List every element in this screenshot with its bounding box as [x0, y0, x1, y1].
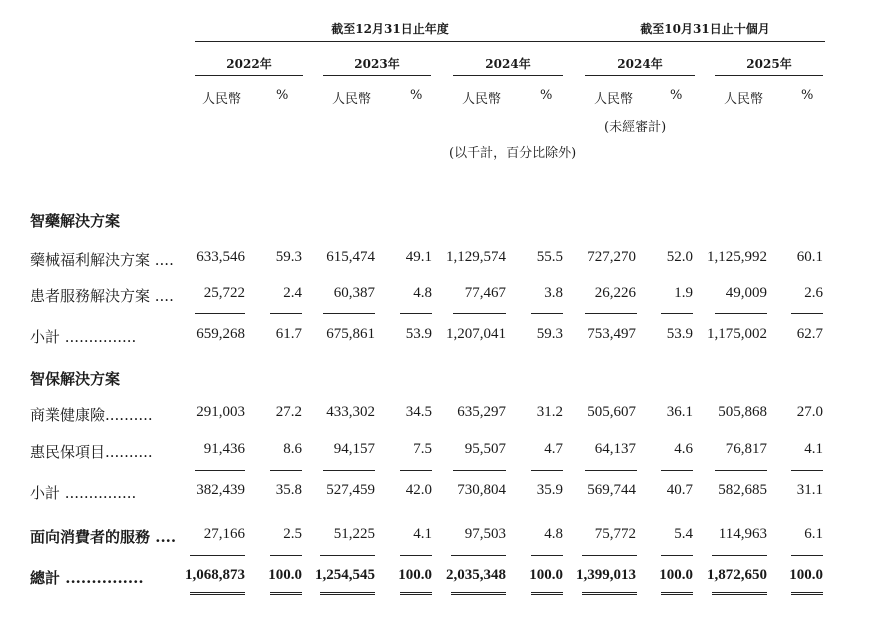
cell-value: 727,270 — [587, 249, 636, 265]
unit-note: (以千計，百分比除外) — [449, 146, 577, 161]
double-rule — [270, 592, 302, 595]
double-rule — [712, 592, 767, 595]
cell-value: 95,507 — [464, 441, 506, 457]
section-smart-insurance: 智保解決方案 — [30, 370, 121, 388]
group-header-fiscal-years: 截至12月31日止年度 — [331, 22, 449, 36]
cell-value: 582,685 — [718, 482, 767, 498]
cell-pct: 59.3 — [536, 326, 563, 342]
cell-pct: 53.9 — [666, 326, 693, 342]
double-rule — [400, 592, 432, 595]
cell-pct: 31.2 — [536, 404, 563, 420]
cell-value: 659,268 — [196, 326, 245, 342]
cell-value: 505,607 — [587, 404, 636, 420]
total-value: 1,399,013 — [576, 567, 636, 583]
cell-value: 94,157 — [333, 441, 375, 457]
sum-rule — [661, 470, 693, 471]
pct-header: % — [276, 88, 289, 103]
cell-value: 635,297 — [457, 404, 506, 420]
cell-value: 27,166 — [203, 526, 245, 542]
cell-pct: 7.5 — [413, 441, 432, 457]
pct-header: % — [801, 88, 814, 103]
sum-rule — [270, 313, 302, 314]
sum-rule — [791, 313, 823, 314]
cell-pct: 42.0 — [405, 482, 432, 498]
double-rule — [582, 592, 637, 595]
cell-pct: 49.1 — [405, 249, 432, 265]
cell-pct: 40.7 — [666, 482, 693, 498]
cell-pct: 59.3 — [275, 249, 302, 265]
double-rule — [320, 592, 375, 595]
sum-rule — [712, 555, 767, 556]
sum-rule — [791, 555, 823, 556]
row-label-huiminbao: 惠民保項目.......... — [30, 443, 153, 461]
double-rule — [190, 592, 245, 595]
cell-value: 60,387 — [333, 285, 375, 301]
total-pct: 100.0 — [659, 567, 693, 583]
double-rule — [791, 592, 823, 595]
sum-rule — [715, 470, 767, 471]
cell-pct: 61.7 — [275, 326, 302, 342]
cell-pct: 36.1 — [666, 404, 693, 420]
rmb-header: 人民幣 — [724, 92, 764, 107]
cell-pct: 55.5 — [536, 249, 563, 265]
group-header-ten-months: 截至10月31日止十個月 — [640, 22, 770, 36]
total-pct: 100.0 — [268, 567, 302, 583]
pct-header: % — [410, 88, 423, 103]
year-header-2024: 2024年 — [485, 57, 531, 71]
cell-value: 730,804 — [457, 482, 506, 498]
double-rule — [531, 592, 563, 595]
cell-pct: 31.1 — [796, 482, 823, 498]
sum-rule — [531, 555, 563, 556]
cell-pct: 4.6 — [674, 441, 693, 457]
row-label-patient-service: 患者服務解決方案 .... — [30, 287, 174, 305]
year-rule-2022 — [195, 75, 303, 76]
cell-value: 675,861 — [326, 326, 375, 342]
double-rule — [661, 592, 693, 595]
total-pct: 100.0 — [529, 567, 563, 583]
year-header-2023: 2023年 — [354, 57, 400, 71]
cell-pct: 2.6 — [804, 285, 823, 301]
pct-header: % — [670, 88, 683, 103]
cell-value: 76,817 — [725, 441, 767, 457]
sum-rule — [195, 313, 245, 314]
sum-rule — [453, 470, 506, 471]
sum-rule — [531, 470, 563, 471]
sum-rule — [323, 313, 375, 314]
total-value: 2,035,348 — [446, 567, 506, 583]
sum-rule — [661, 313, 693, 314]
sum-rule — [195, 470, 245, 471]
cell-pct: 52.0 — [666, 249, 693, 265]
cell-pct: 27.0 — [796, 404, 823, 420]
cell-pct: 62.7 — [796, 326, 823, 342]
sum-rule — [320, 555, 375, 556]
cell-pct: 35.9 — [536, 482, 563, 498]
cell-pct: 4.7 — [544, 441, 563, 457]
year-rule-2023 — [323, 75, 431, 76]
row-label-subtotal-pharma: 小計 ............... — [30, 328, 137, 346]
cell-value: 49,009 — [725, 285, 767, 301]
cell-pct: 35.8 — [275, 482, 302, 498]
sum-rule — [451, 555, 506, 556]
row-label-commercial-health: 商業健康險.......... — [30, 406, 153, 424]
row-label-drug-benefit: 藥械福利解決方案 .... — [30, 251, 174, 269]
cell-value: 1,129,574 — [446, 249, 506, 265]
cell-pct: 4.1 — [804, 441, 823, 457]
cell-value: 77,467 — [464, 285, 506, 301]
total-pct: 100.0 — [398, 567, 432, 583]
total-value: 1,068,873 — [185, 567, 245, 583]
sum-rule — [661, 555, 693, 556]
cell-pct: 53.9 — [405, 326, 432, 342]
group-rule-1 — [195, 41, 585, 42]
cell-value: 615,474 — [326, 249, 375, 265]
cell-value: 91,436 — [203, 441, 245, 457]
double-rule — [451, 592, 506, 595]
cell-pct: 6.1 — [804, 526, 823, 542]
sum-rule — [531, 313, 563, 314]
total-value: 1,254,545 — [315, 567, 375, 583]
cell-value: 64,137 — [594, 441, 636, 457]
pct-header: % — [540, 88, 553, 103]
sum-rule — [190, 555, 245, 556]
sum-rule — [791, 470, 823, 471]
year-rule-2024 — [453, 75, 563, 76]
cell-value: 75,772 — [594, 526, 636, 542]
cell-pct: 5.4 — [674, 526, 693, 542]
cell-value: 291,003 — [196, 404, 245, 420]
sum-rule — [585, 313, 637, 314]
cell-value: 382,439 — [196, 482, 245, 498]
cell-pct: 4.8 — [413, 285, 432, 301]
cell-pct: 2.5 — [283, 526, 302, 542]
sum-rule — [400, 470, 432, 471]
cell-pct: 1.9 — [674, 285, 693, 301]
cell-pct: 34.5 — [405, 404, 432, 420]
row-label-subtotal-insurance: 小計 ............... — [30, 484, 137, 502]
sum-rule — [715, 313, 767, 314]
group-rule-2 — [585, 41, 825, 42]
cell-value: 1,175,002 — [707, 326, 767, 342]
rmb-header: 人民幣 — [332, 92, 372, 107]
cell-value: 753,497 — [587, 326, 636, 342]
cell-pct: 27.2 — [275, 404, 302, 420]
year-rule-2024b — [585, 75, 695, 76]
section-smart-pharma: 智藥解決方案 — [30, 212, 121, 230]
total-pct: 100.0 — [789, 567, 823, 583]
cell-value: 569,744 — [587, 482, 636, 498]
sum-rule — [323, 470, 375, 471]
cell-value: 51,225 — [333, 526, 375, 542]
sum-rule — [582, 555, 637, 556]
cell-value: 25,722 — [203, 285, 245, 301]
rmb-header: 人民幣 — [462, 92, 502, 107]
cell-value: 527,459 — [326, 482, 375, 498]
cell-value: 1,125,992 — [707, 249, 767, 265]
year-rule-2025 — [715, 75, 823, 76]
year-header-2022: 2022年 — [226, 57, 272, 71]
cell-pct: 3.8 — [544, 285, 563, 301]
sum-rule — [400, 313, 432, 314]
sum-rule — [585, 470, 637, 471]
cell-value: 505,868 — [718, 404, 767, 420]
cell-pct: 4.8 — [544, 526, 563, 542]
cell-value: 26,226 — [594, 285, 636, 301]
cell-pct: 8.6 — [283, 441, 302, 457]
sum-rule — [270, 470, 302, 471]
row-label-consumer-services: 面向消費者的服務 .... — [30, 528, 177, 546]
row-label-total: 總計 ............... — [30, 569, 144, 587]
year-header-2025: 2025年 — [746, 57, 792, 71]
cell-value: 1,207,041 — [446, 326, 506, 342]
cell-pct: 4.1 — [413, 526, 432, 542]
cell-pct: 2.4 — [283, 285, 302, 301]
rmb-header: 人民幣 — [202, 92, 242, 107]
year-header-2024-ten-months: 2024年 — [617, 57, 663, 71]
cell-value: 433,302 — [326, 404, 375, 420]
sum-rule — [270, 555, 302, 556]
rmb-header: 人民幣 — [594, 92, 634, 107]
unaudited-note: (未經審計) — [604, 120, 667, 135]
cell-value: 97,503 — [464, 526, 506, 542]
cell-value: 633,546 — [196, 249, 245, 265]
sum-rule — [400, 555, 432, 556]
total-value: 1,872,650 — [707, 567, 767, 583]
cell-value: 114,963 — [718, 526, 767, 542]
sum-rule — [453, 313, 506, 314]
cell-pct: 60.1 — [796, 249, 823, 265]
